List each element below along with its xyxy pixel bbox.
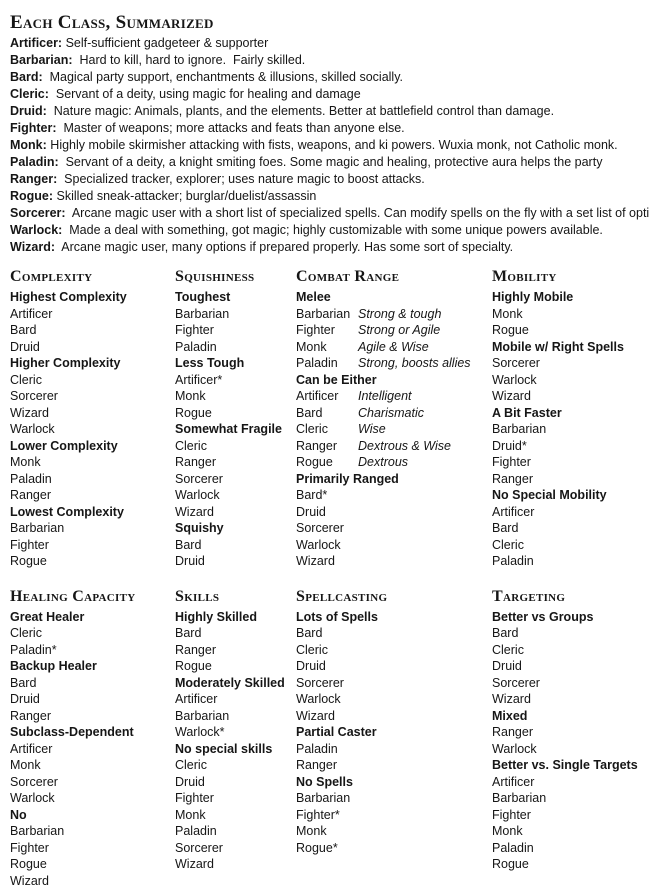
class-item: Rogue [10,857,47,871]
column-heading: Spellcasting [296,587,388,605]
class-name-label: Bard: [10,70,43,84]
class-item: Druid [175,774,205,789]
class-item: Wizard [492,692,531,706]
class-item-trait: Intelligent [358,389,412,403]
class-summary-line [10,205,649,222]
class-item [296,388,492,405]
class-item: Barbarian [492,791,547,805]
class-item: Ranger [492,725,533,739]
class-item: Ranger [175,642,216,657]
class-item: Sorcerer [10,774,58,789]
class-item: Bard [10,323,37,337]
class-item: Fighter* [296,807,340,822]
table-column [492,587,649,873]
class-item: Wizard [296,708,335,723]
class-name-label: Paladin: [10,155,59,169]
group-label: Lowest Complexity [10,504,124,519]
class-item: Bard [492,521,519,535]
group-label: Partial Caster [296,725,377,739]
class-item: Ranger [492,471,533,486]
class-item: Rogue [10,554,47,568]
class-item: Sorcerer [492,356,540,370]
class-item: Cleric [296,642,328,657]
class-item: Wizard [175,857,214,871]
class-item-name: Monk [296,339,327,354]
class-name-label: Rogue: [10,189,54,203]
group-label: Great Healer [10,609,85,624]
table-column [175,587,296,873]
class-item: Monk [492,306,523,321]
class-summary-text: Arcane magic user, many options if prepared properly. Has some sort of specialty. [55,240,514,254]
class-name-label: Artificer: [10,36,63,50]
group-label: No Spells [296,774,353,789]
class-item: Cleric [10,626,42,640]
class-item-trait: Dextrous & Wise [358,438,451,453]
class-item: Paladin [296,741,338,756]
class-item: Cleric [10,372,42,387]
group-label: Highly Skilled [175,609,257,624]
class-item-name: Cleric [296,422,328,436]
class-summary-text: Specialized tracker, explorer; uses nature magic to boost attacks. [57,172,425,186]
class-item: Bard* [296,488,328,502]
class-summary-line [10,120,649,137]
class-summary-line [10,154,649,171]
class-item: Barbarian [10,521,65,535]
column-heading: Mobility [492,268,557,285]
class-item-trait: Strong & tough [358,306,442,321]
group-label: Better vs Groups [492,609,594,624]
class-item: Cleric [175,758,207,772]
class-item: Barbarian [10,824,65,838]
attribute-tables-row-1 [10,267,649,570]
class-item: Paladin [175,339,217,354]
class-item [296,454,492,471]
class-item: Sorcerer [296,675,344,690]
class-item: Warlock [296,537,341,552]
group-label: Squishy [175,521,224,535]
group-label: Lots of Spells [296,609,378,624]
class-item: Fighter [175,323,214,337]
class-item-trait: Wise [358,422,386,436]
class-summary-text: Magical party support, enchantments & illusions, skilled socially. [42,70,404,84]
class-item: Cleric [492,642,524,657]
class-item: Ranger [175,455,216,469]
class-item: Wizard [296,554,335,568]
group-label: No [10,807,27,822]
class-item: Barbarian [492,422,547,436]
group-label: A Bit Faster [492,405,562,420]
class-item: Sorcerer [175,471,223,486]
class-summary-text: Hard to kill, hard to ignore. Fairly skilled. [72,53,306,67]
class-item-trait: Agile & Wise [358,339,429,354]
class-item: Druid [492,659,522,673]
class-item [296,306,492,323]
attribute-tables-row-2 [10,587,649,890]
table-column [492,267,649,570]
class-item [296,405,492,422]
class-item: Ranger [10,708,51,723]
group-label: Somewhat Fragile [175,422,282,436]
table-column [175,267,296,570]
class-item: Bard [492,626,519,640]
class-item: Ranger [10,488,51,502]
class-item: Fighter [492,807,531,822]
group-label: Highest Complexity [10,290,127,304]
class-item: Warlock [10,791,55,805]
class-item: Monk [296,824,327,838]
class-item: Rogue [492,323,529,337]
group-label: Melee [296,290,331,304]
class-item: Bard [10,675,37,690]
class-item-trait: Strong or Agile [358,323,441,337]
class-item: Warlock [296,692,341,706]
class-item: Artificer* [175,372,223,387]
group-label: Subclass-Dependent [10,725,134,739]
class-summary-line [10,86,649,103]
class-item: Warlock* [175,725,225,739]
class-item-name: Artificer [296,389,339,403]
class-item: Druid* [492,438,527,453]
class-item [296,339,492,356]
class-item: Fighter [492,455,531,469]
group-label: Highly Mobile [492,290,574,304]
class-summary-line [10,103,649,120]
class-summary-text: Self-sufficient gadgeteer & supporter [62,36,269,50]
group-label: Backup Healer [10,659,97,673]
class-summary-text: Master of weapons; more attacks and feats than anyone else. [56,121,405,135]
class-name-label: Monk: [10,138,47,152]
class-item: Cleric [175,438,207,453]
class-item: Druid [175,554,205,568]
class-summary-list [10,35,649,256]
class-item: Monk [175,807,206,822]
class-item: Barbarian [296,791,351,805]
class-item: Druid [296,504,326,519]
class-name-label: Warlock: [10,223,63,237]
class-item: Warlock [492,372,537,387]
class-item: Warlock [175,488,220,502]
class-item: Warlock [492,741,537,756]
class-summary-text: Nature magic: Animals, plants, and the elements. Better at battlefield control than damage. [46,104,555,118]
class-summary-line [10,52,649,69]
class-item: Monk [10,758,41,772]
class-item: Monk [492,824,523,838]
group-label: Can be Either [296,372,377,387]
class-item: Monk [175,389,206,403]
class-item [296,355,492,372]
class-item [296,421,492,438]
column-heading: Complexity [10,268,93,285]
class-item-name: Rogue [296,455,333,469]
class-name-label: Sorcerer: [10,206,66,220]
class-item: Paladin* [10,642,57,657]
class-item-name: Bard [296,405,323,420]
class-item: Paladin [492,840,534,855]
class-item: Rogue [175,405,212,420]
class-item: Artificer [175,692,218,706]
table-column [10,267,175,570]
class-item-name: Fighter [296,323,335,337]
group-label: Mobile w/ Right Spells [492,339,624,354]
class-summary-text: Servant of a deity, a knight smiting foes. Some magic and healing, protective aura helps the party [58,155,603,169]
class-item: Druid [10,692,40,706]
class-summary-line [10,35,649,52]
class-item: Fighter [10,840,49,855]
class-summary-line [10,239,649,256]
class-item: Bard [175,537,202,552]
class-item: Paladin [492,554,534,568]
class-item: Cleric [492,537,524,552]
group-label: Moderately Skilled [175,675,285,690]
table-column [10,587,175,890]
class-summary-line [10,69,649,86]
class-item: Warlock [10,422,55,436]
class-item: Artificer [10,306,53,321]
class-summary-text: Skilled sneak-attacker; burglar/duelist/assassin [53,189,317,203]
class-name-label: Fighter: [10,121,57,135]
class-name-label: Druid: [10,104,47,118]
class-item: Monk [10,455,41,469]
group-label: Better vs. Single Targets [492,758,638,772]
class-item: Ranger [296,758,337,772]
group-label: Lower Complexity [10,438,118,453]
class-item: Wizard [175,504,214,519]
group-label: Primarily Ranged [296,471,399,486]
class-name-label: Barbarian: [10,53,73,67]
group-label: Less Tough [175,356,245,370]
class-item-trait: Dextrous [358,455,409,469]
class-item [296,322,492,339]
group-label: Toughest [175,290,231,304]
column-heading: Targeting [492,587,566,605]
class-item: Paladin [10,471,52,486]
class-item: Barbarian [175,708,230,723]
class-item-name: Ranger [296,438,337,453]
class-item: Sorcerer [175,840,223,855]
class-summary-line [10,171,649,188]
class-name-label: Wizard: [10,240,56,254]
group-label: Mixed [492,708,528,723]
class-item: Sorcerer [296,521,344,535]
group-label: No special skills [175,741,273,756]
class-name-label: Cleric: [10,87,49,101]
class-item: Fighter [175,791,214,805]
class-item: Rogue [175,659,212,673]
class-item: Wizard [10,405,49,420]
group-label: No Special Mobility [492,488,607,502]
class-item: Barbarian [175,306,230,321]
class-item: Bard [175,626,202,640]
class-item: Artificer [492,504,535,519]
table-column [296,267,492,570]
class-item: Bard [296,626,323,640]
class-summary-text: Servant of a deity, using magic for healing and damage [48,87,361,101]
class-summary-text: Made a deal with something, got magic; highly customizable with some unique powers available. [62,223,603,237]
class-item: Rogue [492,857,529,871]
class-item: Fighter [10,537,49,552]
table-column [296,587,492,857]
class-item: Sorcerer [492,675,540,690]
class-item [296,438,492,455]
class-summary-text: Arcane magic user with a short list of specialized spells. Can modify spells on the fly with a set list of opti [65,206,649,220]
class-item: Druid [296,659,326,673]
class-name-label: Ranger: [10,172,58,186]
class-item: Wizard [492,389,531,403]
class-item: Artificer [492,774,535,789]
column-heading: Skills [175,587,220,605]
class-item: Druid [10,339,40,354]
class-summary-line [10,137,649,154]
class-item-name: Paladin [296,356,338,370]
class-summary-line [10,222,649,239]
class-item: Wizard [10,873,49,888]
class-item-trait: Charismatic [358,405,424,420]
page-title: Each Class, Summarized [10,12,214,33]
column-heading: Squishiness [175,268,255,285]
class-item-trait: Strong, boosts allies [358,356,471,370]
class-item: Artificer [10,741,53,756]
class-summary-text: Highly mobile skirmisher attacking with fists, weapons, and ki powers. Wuxia monk, not Catholic monk. [46,138,618,152]
class-item: Rogue* [296,840,338,855]
class-summary-line [10,188,649,205]
group-label: Higher Complexity [10,356,121,370]
column-heading: Combat Range [296,268,400,285]
class-item: Paladin [175,824,217,838]
column-heading: Healing Capacity [10,587,136,605]
class-item-name: Barbarian [296,306,351,321]
class-item: Sorcerer [10,389,58,403]
